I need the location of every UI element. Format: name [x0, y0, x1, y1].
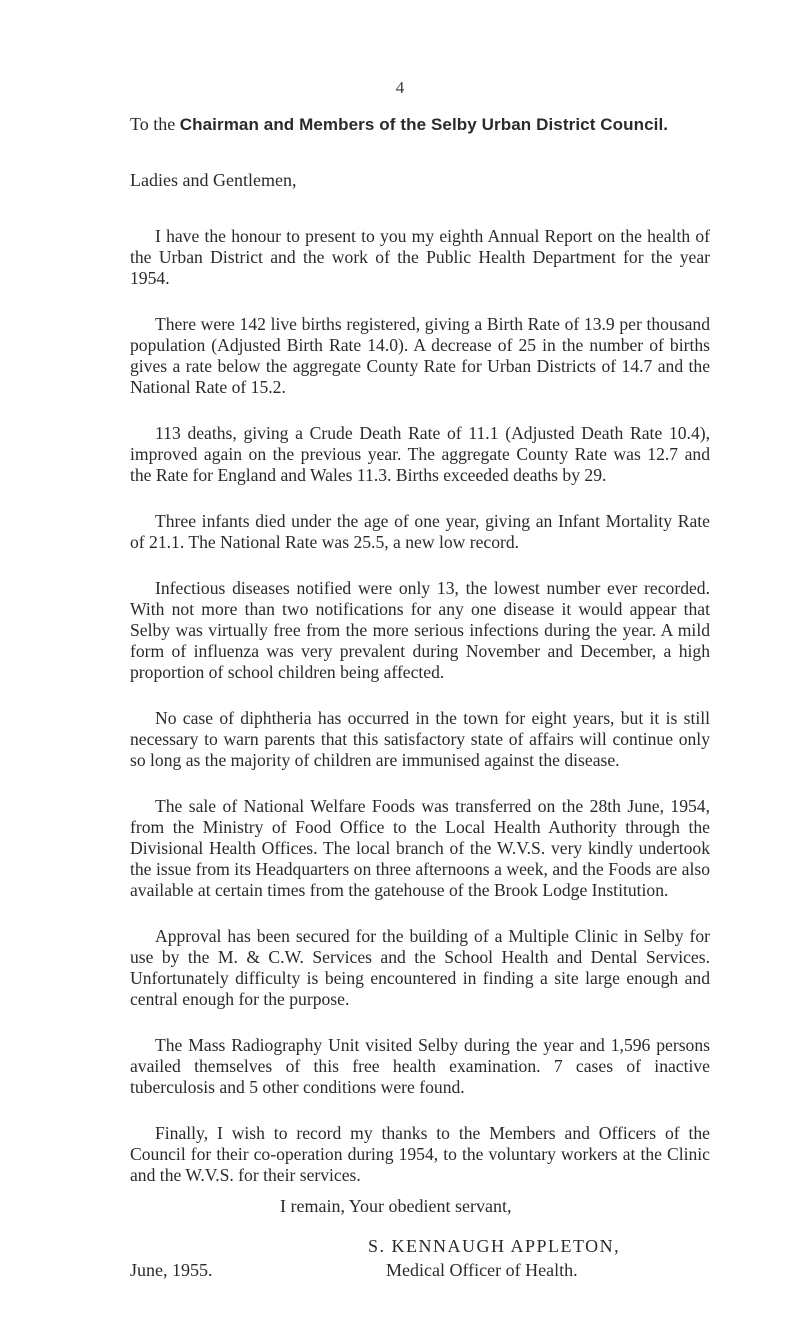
paragraph-deaths: 113 deaths, giving a Crude Death Rate of 11.1 (Adjusted Death Rate 10.4), improved again on the previous year. The aggregate County Rate was 12.7 and the Rate for England and Wales 11.3. Births exceeded deaths by 29. — [130, 423, 710, 485]
paragraph-multiple-clinic: Approval has been secured for the building of a Multiple Clinic in Selby for use by the M. & C.W. Services and the School Health and Dental Services. Unfortunately difficulty is being encountered in finding a site large enough and central enough for the purpose. — [130, 926, 710, 1009]
greeting: Ladies and Gentlemen, — [130, 170, 297, 190]
signature: S. KENNAUGH APPLETON, — [368, 1236, 621, 1256]
paragraph-diphtheria: No case of diphtheria has occurred in the town for eight years, but it is still necessary to warn parents that this satisfactory state of affairs will continue only so long as the majority of children are immunised against the disease. — [130, 708, 710, 770]
paragraph-introduction: I have the honour to present to you my eighth Annual Report on the health of the Urban District and the work of the Public Health Department for the year 1954. — [130, 226, 710, 288]
paragraph-welfare-foods: The sale of National Welfare Foods was transferred on the 28th June, 1954, from the Ministry of Food Office to the Local Health Authority through the Divisional Health Offices. The local branch of the W.V.S. very kindly undertook the issue from its Headquarters on three afternoons a week, and the Foods are also available at certain times from the gatehouse of the Brook Lodge Institution. — [130, 796, 710, 900]
page-number: 4 — [395, 78, 405, 97]
salutation-addressee: Chairman and Members of the Selby Urban District Council. — [179, 115, 669, 134]
salutation — [130, 114, 668, 135]
letter-body — [130, 226, 710, 1211]
letter-date: June, 1955. — [130, 1260, 213, 1280]
paragraph-infectious-diseases: Infectious diseases notified were only 13, the lowest number ever recorded. With not more than two notifications for any one disease it would appear that Selby was virtually free from the more serious infections during the year. A mild form of influenza was very prevalent during November and December, a high proportion of school children being affected. — [130, 578, 710, 682]
paragraph-thanks: Finally, I wish to record my thanks to the Members and Officers of the Council for their co-operation during 1954, to the voluntary workers at the Clinic and the W.V.S. for their services. — [130, 1123, 710, 1185]
paragraph-mass-radiography: The Mass Radiography Unit visited Selby during the year and 1,596 persons availed themselves of this free health examination. 7 cases of inactive tuberculosis and 5 other conditions were found. — [130, 1035, 710, 1097]
closing-remain: I remain, Your obedient servant, — [280, 1196, 512, 1216]
paragraph-births: There were 142 live births registered, giving a Birth Rate of 13.9 per thousand population (Adjusted Birth Rate 14.0). A decrease of 25 in the number of births gives a rate below the aggregate County Rate for Urban Districts of 14.7 and the National Rate of 15.2. — [130, 314, 710, 397]
signatory-title: Medical Officer of Health. — [386, 1260, 578, 1280]
paragraph-infant-mortality: Three infants died under the age of one year, giving an Infant Mortality Rate of 21.1. The National Rate was 25.5, a new low record. — [130, 511, 710, 552]
salutation-prefix: To the — [130, 114, 180, 134]
